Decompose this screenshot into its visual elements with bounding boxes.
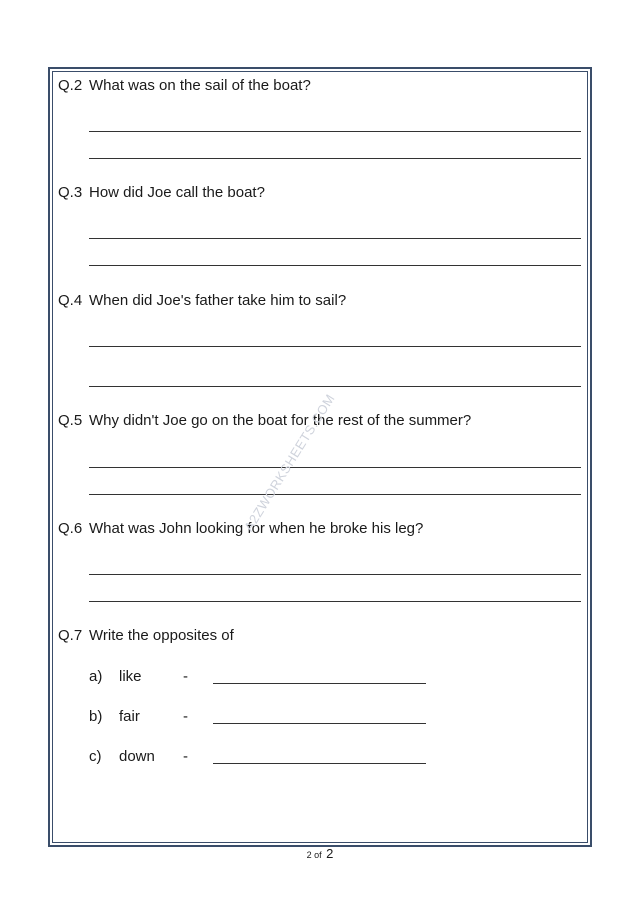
answer-line[interactable] [89,467,581,468]
item-word: down [119,748,155,765]
question-text: How did Joe call the boat? [89,184,265,201]
question-text: What was on the sail of the boat? [89,77,311,94]
item-word: fair [119,708,140,725]
answer-line[interactable] [89,346,581,347]
question-number: Q.3 [58,184,83,201]
answer-line[interactable] [89,265,581,266]
item-letter: c) [89,748,102,765]
opposite-answer-line[interactable] [213,723,426,724]
item-dash: - [183,668,188,685]
question-6 [58,520,423,537]
answer-line[interactable] [89,131,581,132]
question-number: Q.2 [58,77,83,94]
answer-line[interactable] [89,601,581,602]
page-footer [0,845,640,863]
question-text: Write the opposites of [89,627,234,644]
question-text: Why didn't Joe go on the boat for the rest of the summer? [89,412,472,429]
question-number: Q.6 [58,520,83,537]
question-number: Q.4 [58,292,83,309]
item-word: like [119,668,142,685]
item-letter: b) [89,708,103,725]
item-dash: - [183,708,188,725]
question-7 [58,627,234,644]
question-text: When did Joe's father take him to sail? [89,292,347,309]
answer-line[interactable] [89,574,581,575]
question-3 [58,184,265,201]
question-2 [58,77,311,94]
question-4 [58,292,346,309]
question-5 [58,412,471,429]
answer-line[interactable] [89,238,581,239]
answer-line[interactable] [89,158,581,159]
opposite-answer-line[interactable] [213,763,426,764]
page-total: 2 [326,846,334,861]
page-number-label: 2 of [306,850,322,860]
watermark: A2ZWORKSHEETS.COM [240,391,338,534]
answer-line[interactable] [89,386,581,387]
opposite-answer-line[interactable] [213,683,426,684]
item-dash: - [183,748,188,765]
item-letter: a) [89,668,103,685]
question-number: Q.5 [58,412,83,429]
question-text: What was John looking for when he broke his leg? [89,520,424,537]
question-number: Q.7 [58,627,83,644]
answer-line[interactable] [89,494,581,495]
